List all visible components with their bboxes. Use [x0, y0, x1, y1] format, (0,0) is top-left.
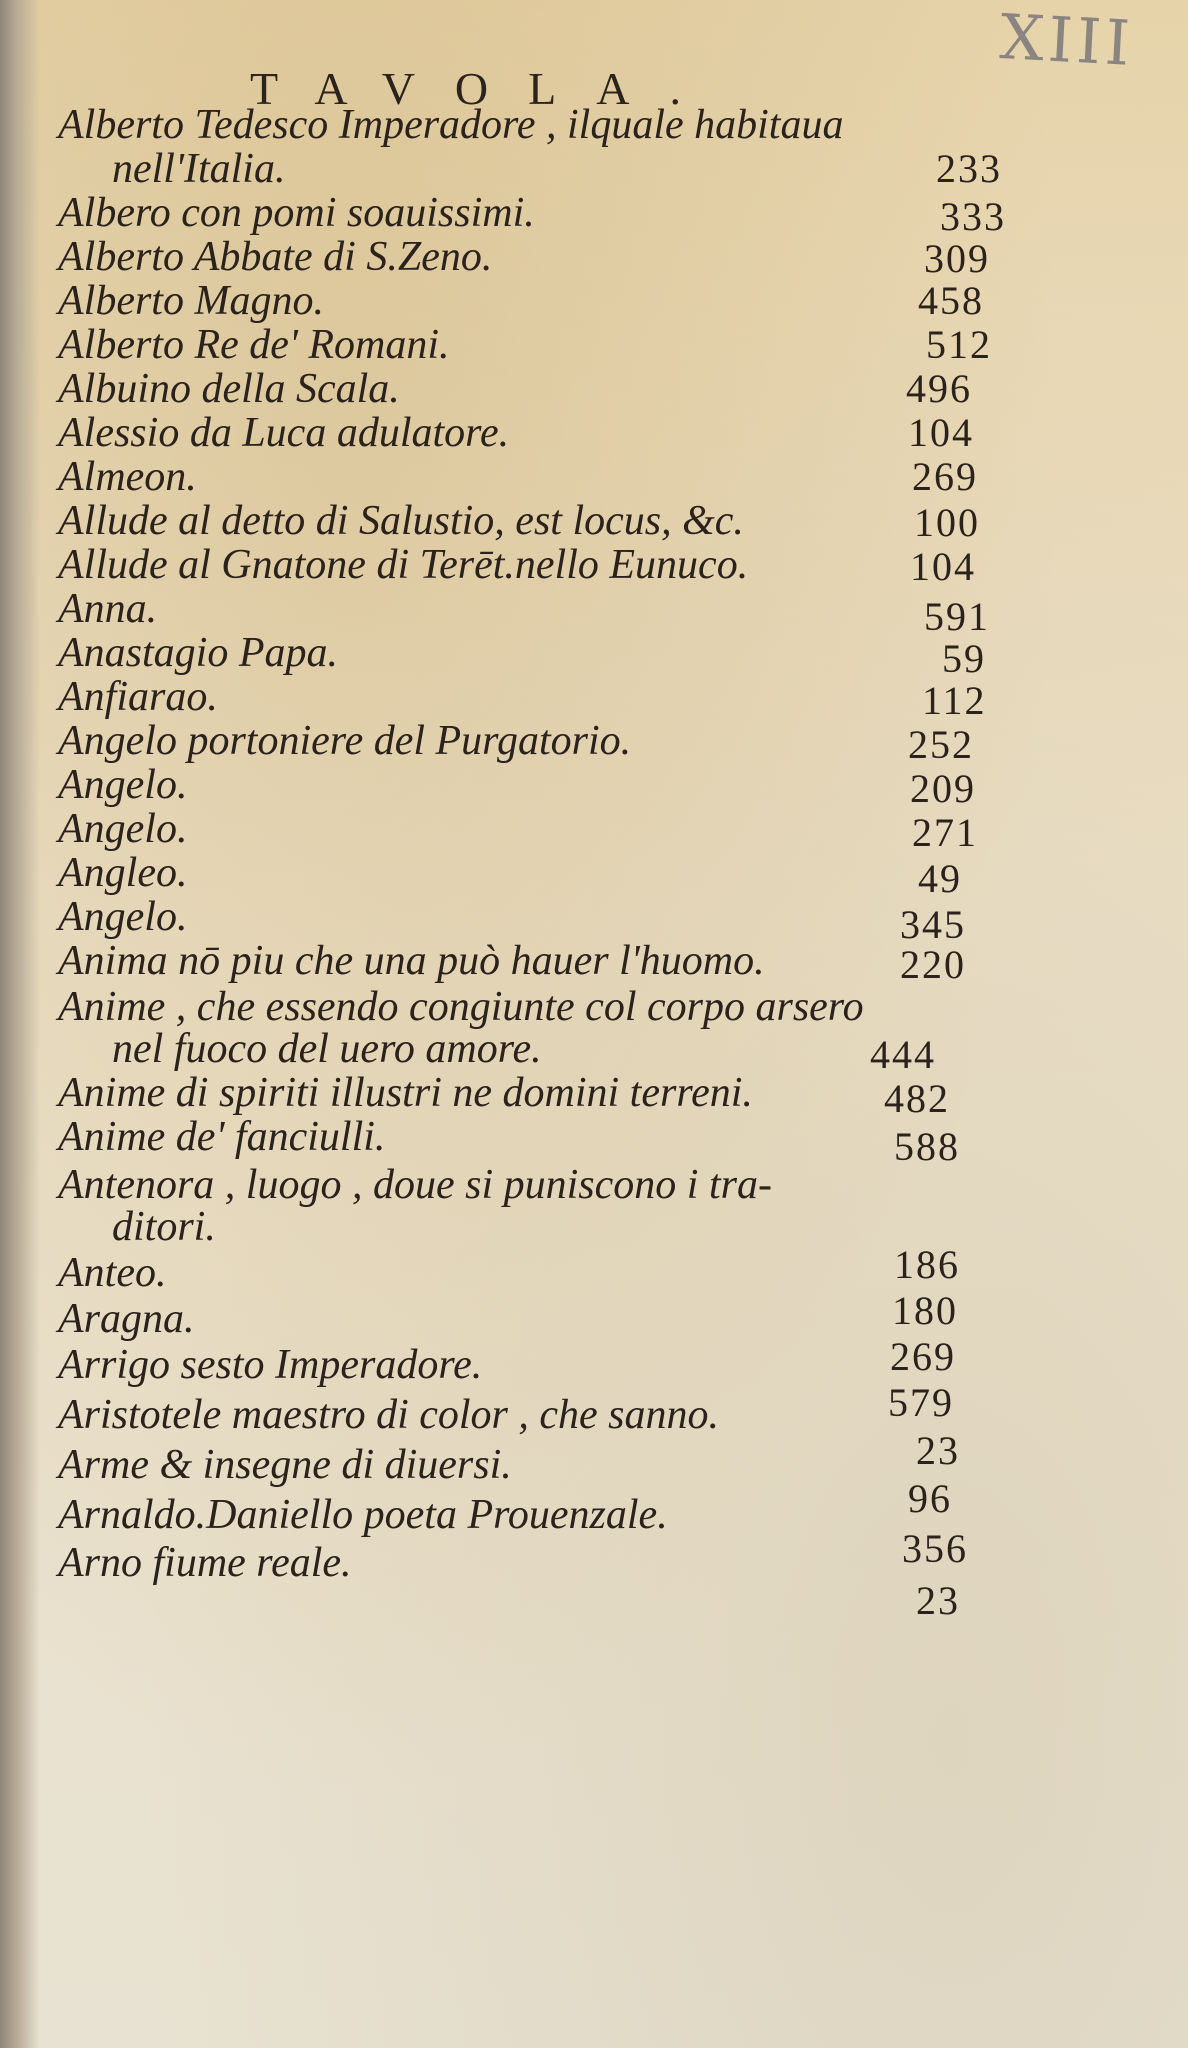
index-entry-text: Angelo. [58, 762, 188, 808]
index-entry-page: 186 [894, 1242, 960, 1287]
index-entry-page: 233 [936, 146, 1002, 191]
index-entry-text: Angleo. [58, 850, 188, 896]
index-entry-page: 269 [890, 1334, 956, 1379]
index-entry-text: Anime di spiriti illustri ne domini terreni. [58, 1070, 753, 1116]
index-entry-page: 333 [940, 194, 1006, 239]
index-entry-text: Anastagio Papa. [58, 630, 338, 676]
index-entry-page: 482 [884, 1076, 950, 1121]
index-entry-page: 23 [916, 1578, 960, 1623]
index-entry-text: Almeon. [58, 454, 197, 500]
index-entry-text: Anime , che essendo congiunte col corpo arsero [58, 984, 864, 1030]
index-entry-page: 104 [908, 410, 974, 455]
index-entry-page: 269 [912, 454, 978, 499]
index-entry-page: 104 [910, 544, 976, 589]
index-entry-text: Alberto Magno. [58, 278, 324, 324]
index-entry-text: Antenora , luogo , doue si puniscono i tra- [58, 1162, 772, 1208]
index-entry-text: Aristotele maestro di color , che sanno. [58, 1392, 720, 1438]
index-entry-page: 49 [918, 856, 962, 901]
page-gutter-shadow [0, 0, 40, 2048]
index-entry-page: 180 [892, 1288, 958, 1333]
index-entry-text: Allude al detto di Salustio, est locus, &c. [58, 498, 744, 544]
index-entry-text: Aragna. [58, 1296, 195, 1342]
folio-number: XIII [998, 0, 1136, 81]
index-entry-text: Anna. [58, 586, 158, 632]
index-entry-page: 220 [900, 942, 966, 987]
index-entry-text: Alessio da Luca adulatore. [58, 410, 510, 456]
index-entry-page: 588 [894, 1124, 960, 1169]
index-entry-text: Alberto Tedesco Imperadore , ilquale habitaua [58, 102, 844, 148]
index-entry-page: 112 [922, 678, 987, 723]
index-entry-text: Angelo. [58, 806, 188, 852]
index-entry-page: 100 [914, 500, 980, 545]
index-entry-text: Arme & insegne di diuersi. [58, 1442, 512, 1488]
index-entry-text: Anfiarao. [58, 674, 218, 720]
index-entry-page: 512 [926, 322, 992, 367]
index-entry-page: 345 [900, 902, 966, 947]
index-entry-text: Alberto Re de' Romani. [58, 322, 450, 368]
index-entry-text: Anteo. [58, 1250, 167, 1296]
index-entry-page: 356 [902, 1526, 968, 1571]
index-entry-text: Arno fiume reale. [58, 1540, 352, 1586]
index-entry-page: 252 [908, 722, 974, 767]
index-entry-page: 59 [942, 636, 986, 681]
index-entry-page: 271 [912, 810, 978, 855]
index-entry-text: Anime de' fanciulli. [58, 1114, 386, 1160]
index-entry-text: Anima nō piu che una può hauer l'huomo. [58, 938, 765, 984]
index-entry-page: 444 [870, 1032, 936, 1077]
index-entry-page: 496 [906, 366, 972, 411]
index-entry-page: 309 [924, 236, 990, 281]
index-entry-page: 209 [910, 766, 976, 811]
index-entry-page: 591 [924, 594, 990, 639]
index-entry-page: 96 [908, 1476, 952, 1521]
index-entry-page: 458 [918, 278, 984, 323]
index-entry-text: Angelo. [58, 894, 188, 940]
index-entry-text: Alberto Abbate di S.Zeno. [58, 234, 493, 280]
index-entry-continuation: ditori. [112, 1204, 216, 1250]
index-entry-continuation: nell'Italia. [112, 146, 286, 192]
index-entry-text: Angelo portoniere del Purgatorio. [58, 718, 632, 764]
index-entry-text: Allude al Gnatone di Terēt.nello Eunuco. [58, 542, 749, 588]
index-entry-text: Albero con pomi soauissimi. [58, 190, 535, 236]
index-entry-page: 23 [916, 1428, 960, 1473]
index-entry-text: Albuino della Scala. [58, 366, 400, 412]
index-entry-continuation: nel fuoco del uero amore. [112, 1026, 542, 1072]
page-heading: TAVOLA. [250, 63, 721, 114]
index-entry-text: Arrigo sesto Imperadore. [58, 1342, 483, 1388]
index-entry-text: Arnaldo.Daniello poeta Prouenzale. [58, 1492, 668, 1538]
index-entry-page: 579 [888, 1380, 954, 1425]
